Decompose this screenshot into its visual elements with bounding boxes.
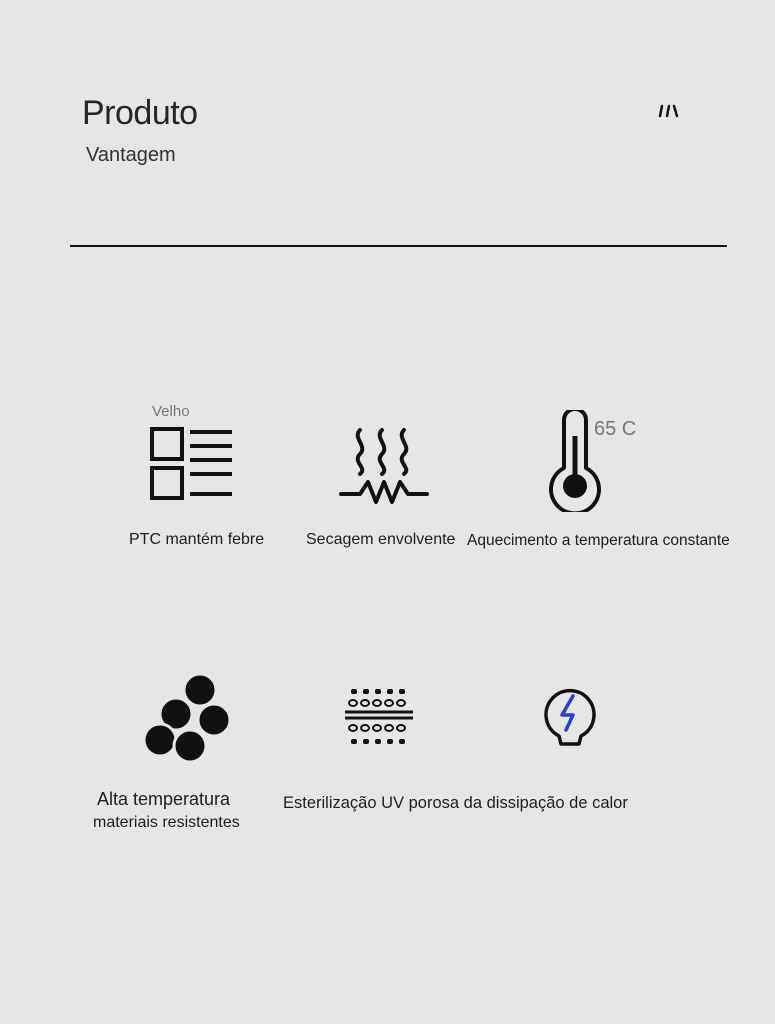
quote-mark-icon xyxy=(657,100,683,128)
thermo-label: Aquecimento a temperatura constante xyxy=(467,532,730,549)
page-title: Produto xyxy=(82,94,198,132)
page-subtitle: Vantagem xyxy=(86,144,176,166)
uv-label: Esterilização UV porosa da dissipação de calor xyxy=(283,794,628,812)
lightning-icon xyxy=(541,684,599,753)
list-icon xyxy=(148,426,236,509)
ptc-tag: Velho xyxy=(152,403,190,420)
materials-label-line2: materiais resistentes xyxy=(93,814,240,831)
porous-layer-icon xyxy=(343,686,417,753)
temperature-tag: 65 C xyxy=(594,418,637,440)
drying-label: Secagem envolvente xyxy=(306,531,456,548)
materials-label-line1: Alta temperatura xyxy=(97,789,231,809)
header-divider xyxy=(70,245,727,247)
rolls-icon xyxy=(140,672,236,773)
ptc-label: PTC mantém febre xyxy=(129,531,265,548)
heat-waves-icon xyxy=(338,424,430,511)
